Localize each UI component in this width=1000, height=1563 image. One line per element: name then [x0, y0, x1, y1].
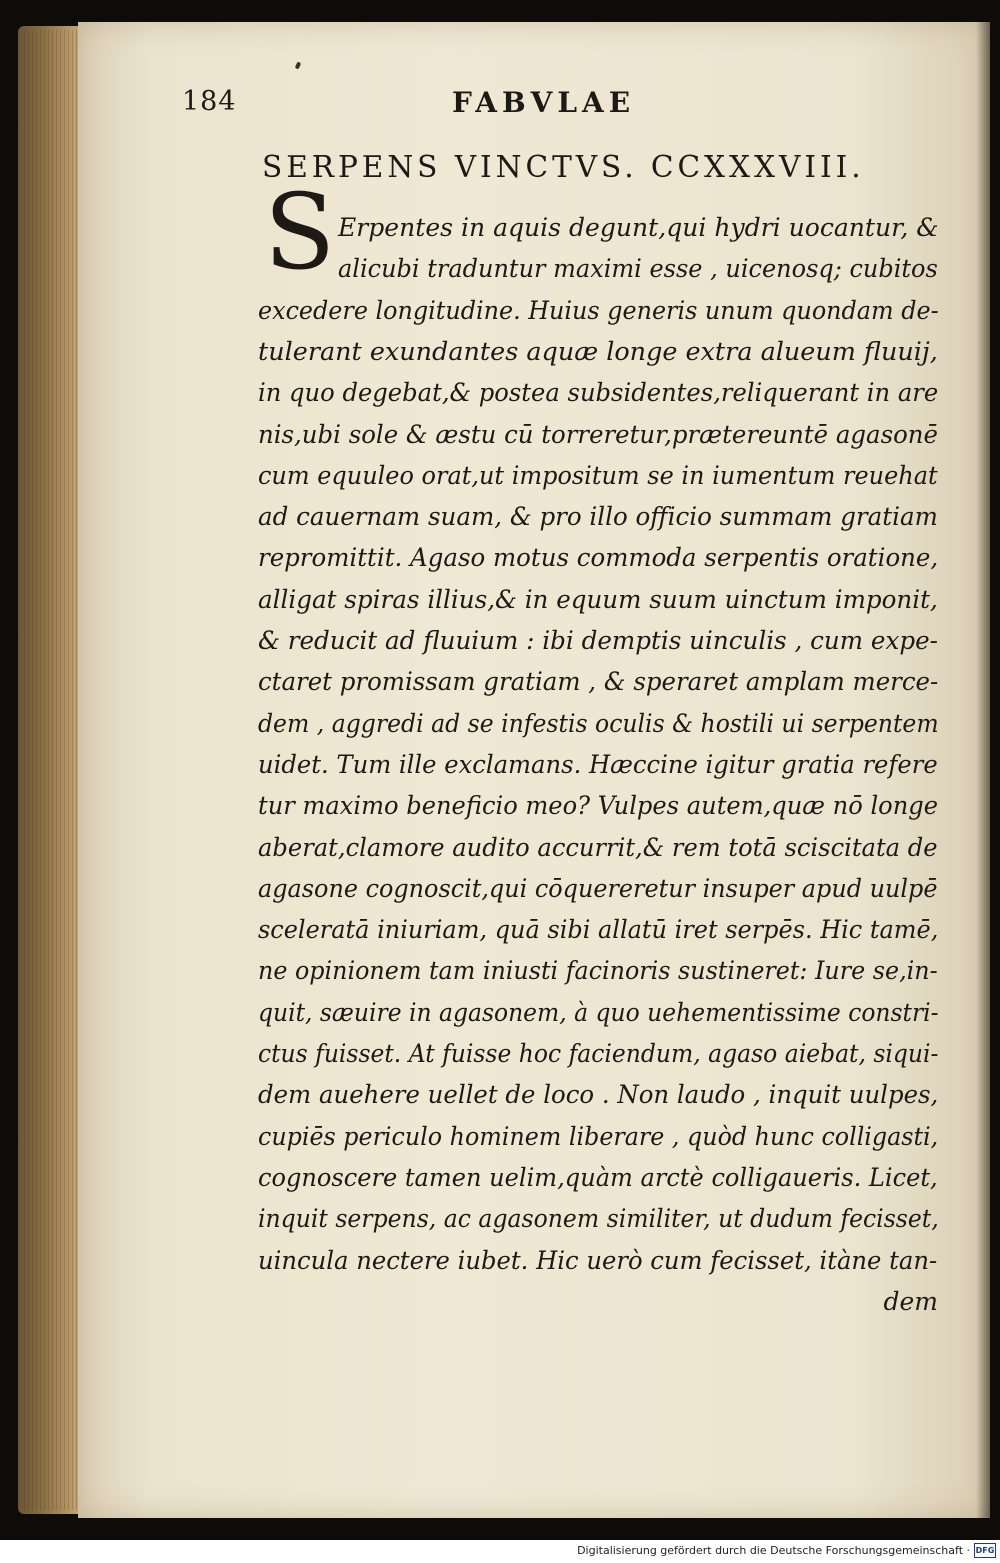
text-line: cognoscere tamen uelim,quàm arctè colligaueris. Licet,: [258, 1162, 938, 1192]
page-stack-lines: [24, 30, 80, 1510]
running-head: [182, 86, 862, 136]
dfg-logo: DFG: [974, 1543, 996, 1558]
page-gutter-shadow: [976, 22, 990, 1518]
text-line: alicubi traduntur maximi esse , uicenosq; cubitos: [338, 254, 938, 284]
funding-credit: Digitalisierung gefördert durch die Deutsche Forschungsgemeinschaft ·: [577, 1544, 970, 1557]
text-line: agasone cognoscit,qui cōquereretur insuper apud uulpē: [258, 873, 938, 903]
chapter-heading: SERPENS VINCTVS. CCXXXVIII.: [262, 150, 865, 185]
text-line: uidet. Tum ille exclamans. Hæccine igitur gratia refere: [258, 749, 938, 779]
text-line: ctus fuisset. At fuisse hoc faciendum, agaso aiebat, siqui-: [258, 1039, 939, 1068]
text-line: nis,ubi sole & æstu cū torreretur,prætereuntē agasonē: [258, 419, 938, 449]
text-line: cupiēs periculo hominem liberare , quòd hunc colligasti,: [258, 1121, 939, 1151]
text-line: dem auehere uellet de loco . Non laudo , inquit uulpes,: [258, 1080, 939, 1110]
text-line: aberat,clamore audito accurrit,& rem totā sciscitata de: [258, 832, 938, 862]
text-line: tulerant exundantes aquæ longe extra alueum fluuij,: [258, 336, 938, 366]
text-line: & reducit ad fluuium : ibi demptis uinculis , cum expe-: [258, 626, 938, 655]
text-line: repromittit. Agaso motus commoda serpentis oratione,: [258, 543, 939, 573]
page-number: 184: [182, 86, 237, 117]
text-line: ctaret promissam gratiam , & speraret amplam merce-: [258, 667, 939, 697]
text-line: uincula nectere iubet. Hic uerò cum fecisset, itàne tan-: [258, 1245, 938, 1275]
text-line: excedere longitudine. Huius generis unum quondam de-: [258, 295, 939, 325]
text-line: quit, sæuire in agasonem, à quo uehementissime constri-: [258, 997, 939, 1027]
text-line: dem: [883, 1286, 938, 1316]
text-line: ne opinionem tam iniusti facinoris sustineret: Iure se,in-: [258, 956, 938, 986]
text-line: inquit serpens, ac agasonem similiter, ut dudum fecisset,: [258, 1204, 939, 1234]
text-line: dem , aggredi ad se infestis oculis & hostili ui serpentem: [258, 708, 939, 738]
running-title: FABVLAE: [452, 86, 636, 119]
text-line: Erpentes in aquis degunt,qui hydri uocantur, &: [338, 213, 939, 242]
drop-cap: S: [264, 171, 336, 293]
text-line: tur maximo beneficio meo? Vulpes autem,quæ nō longe: [258, 791, 939, 821]
text-line: ad cauernam suam, & pro illo officio summam gratiam: [258, 502, 938, 532]
text-line: cum equuleo orat,ut impositum se in iumentum reuehat: [258, 460, 938, 490]
text-line: sceleratā iniuriam, quā sibi allatū iret serpēs. Hic tamē,: [258, 915, 939, 945]
text-line: alligat spiras illius,& in equum suum uinctum imponit,: [258, 584, 938, 614]
text-line: in quo degebat,& postea subsidentes,reliquerant in are: [258, 378, 939, 408]
footer-bar: [0, 1540, 1000, 1563]
